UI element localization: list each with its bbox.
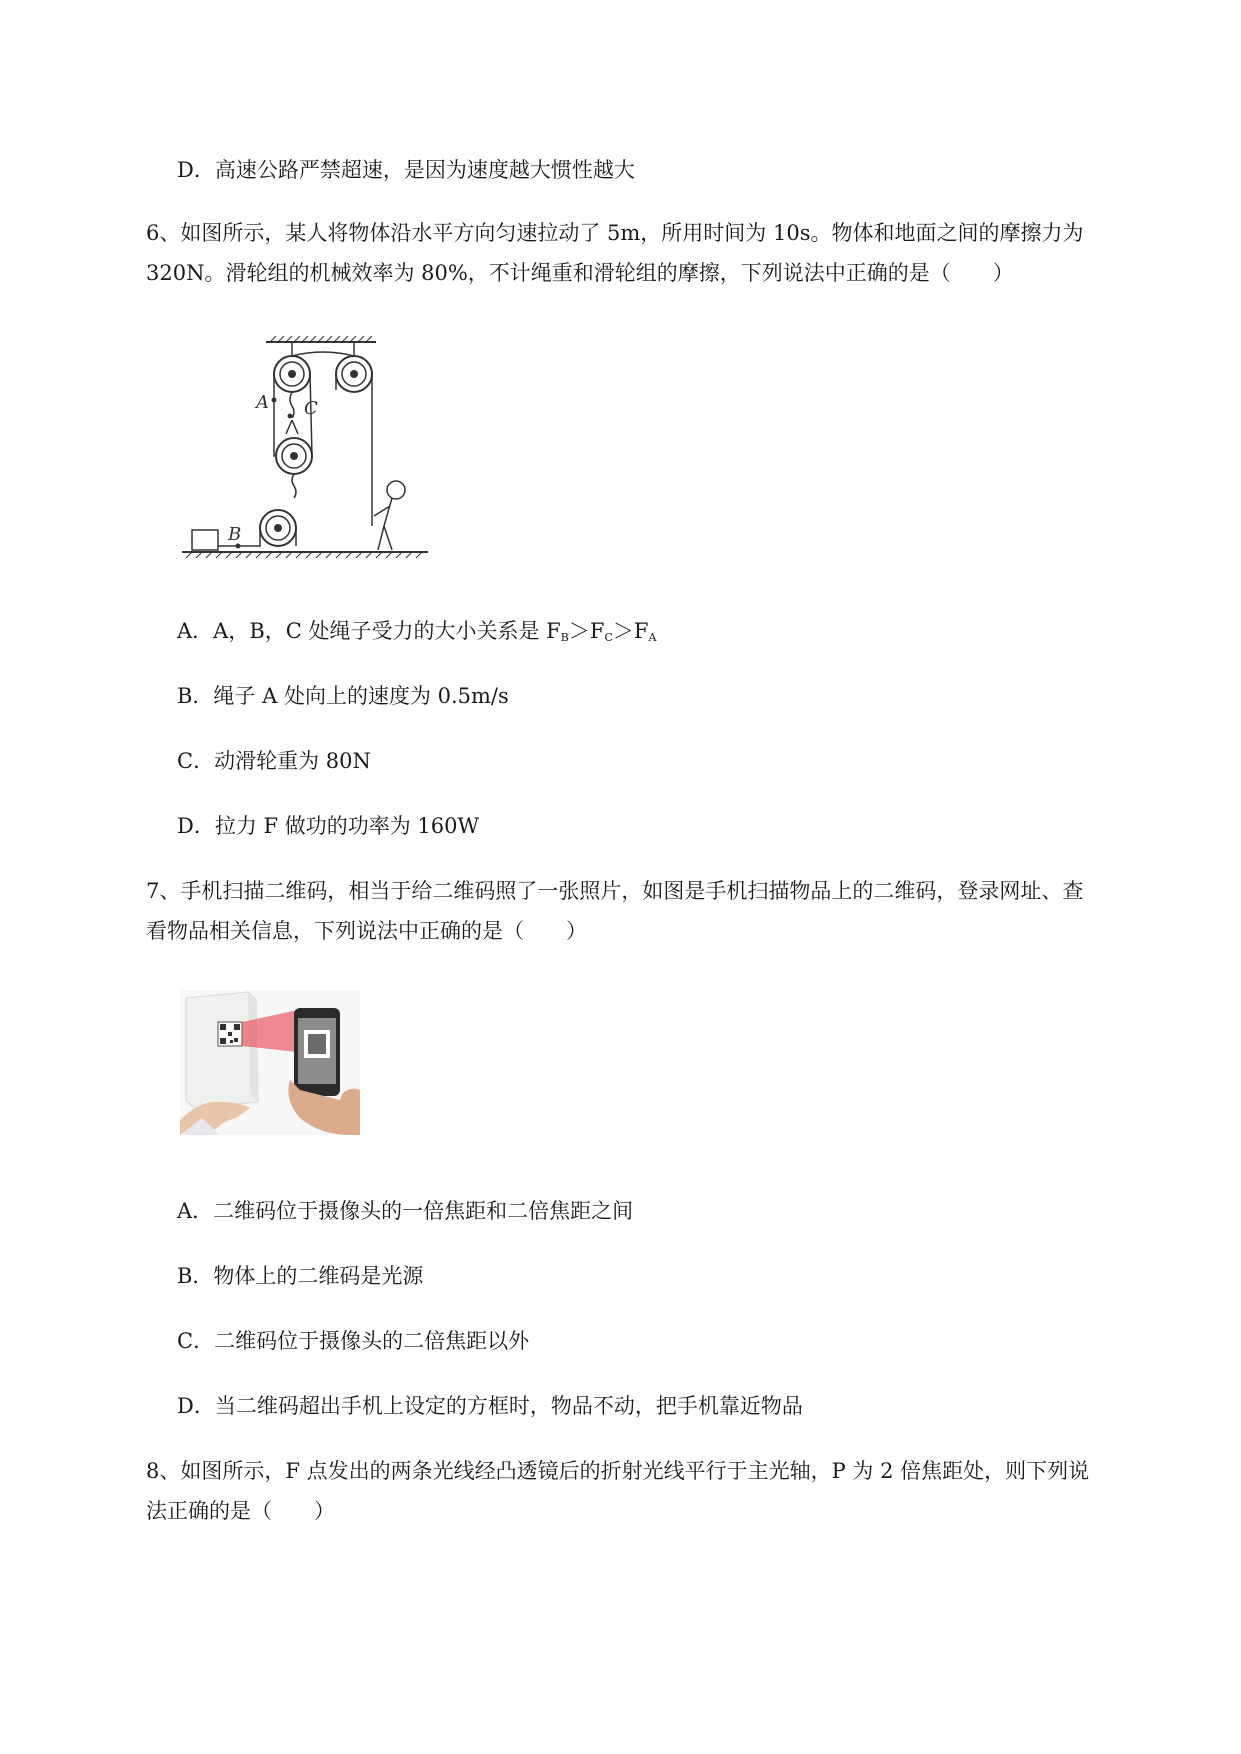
q7-stem-line-1: 7、手机扫描二维码，相当于给二维码照了一张照片，如图是手机扫描物品上的二维码，登录网址、查	[146, 879, 1084, 903]
q6-option-d: D．拉力 F 做功的功率为 160W	[177, 814, 480, 838]
label-a: A	[256, 392, 269, 413]
q8-stem-line-1: 8、如图所示，F 点发出的两条光线经凸透镜后的折射光线平行于主光轴，P 为 2 倍焦距处，则下列说	[146, 1459, 1090, 1483]
pulley-system-figure	[178, 330, 438, 560]
q6-option-c: C．动滑轮重为 80N	[177, 749, 371, 773]
label-b: B	[228, 524, 242, 545]
q6-stem-line-2: 320N。滑轮组的机械效率为 80%，不计绳重和滑轮组的摩擦，下列说法中正确的是（ ）	[146, 261, 1014, 285]
q8-stem-line-2: 法正确的是（ ）	[146, 1499, 335, 1523]
qr-scan-photo	[180, 990, 360, 1135]
q7-option-b: B．物体上的二维码是光源	[177, 1264, 424, 1288]
q6-stem-line-1: 6、如图所示，某人将物体沿水平方向匀速拉动了 5m，所用时间为 10s。物体和地面之间的摩擦力为	[146, 221, 1084, 245]
label-c: C	[304, 398, 318, 419]
q7-option-a: A．二维码位于摄像头的一倍焦距和二倍焦距之间	[177, 1199, 634, 1223]
q7-option-c: C．二维码位于摄像头的二倍焦距以外	[177, 1329, 530, 1353]
q7-option-d: D．当二维码超出手机上设定的方框时，物品不动，把手机靠近物品	[177, 1394, 803, 1418]
q6-option-b: B．绳子 A 处向上的速度为 0.5m/s	[177, 684, 509, 708]
q5-option-d: D．高速公路严禁超速，是因为速度越大惯性越大	[177, 158, 635, 182]
q6-option-a: A．A，B，C 处绳子受力的大小关系是 $F_B>F_C>F_A$	[177, 619, 657, 644]
q7-stem-line-2: 看物品相关信息，下列说法中正确的是（ ）	[146, 919, 587, 943]
